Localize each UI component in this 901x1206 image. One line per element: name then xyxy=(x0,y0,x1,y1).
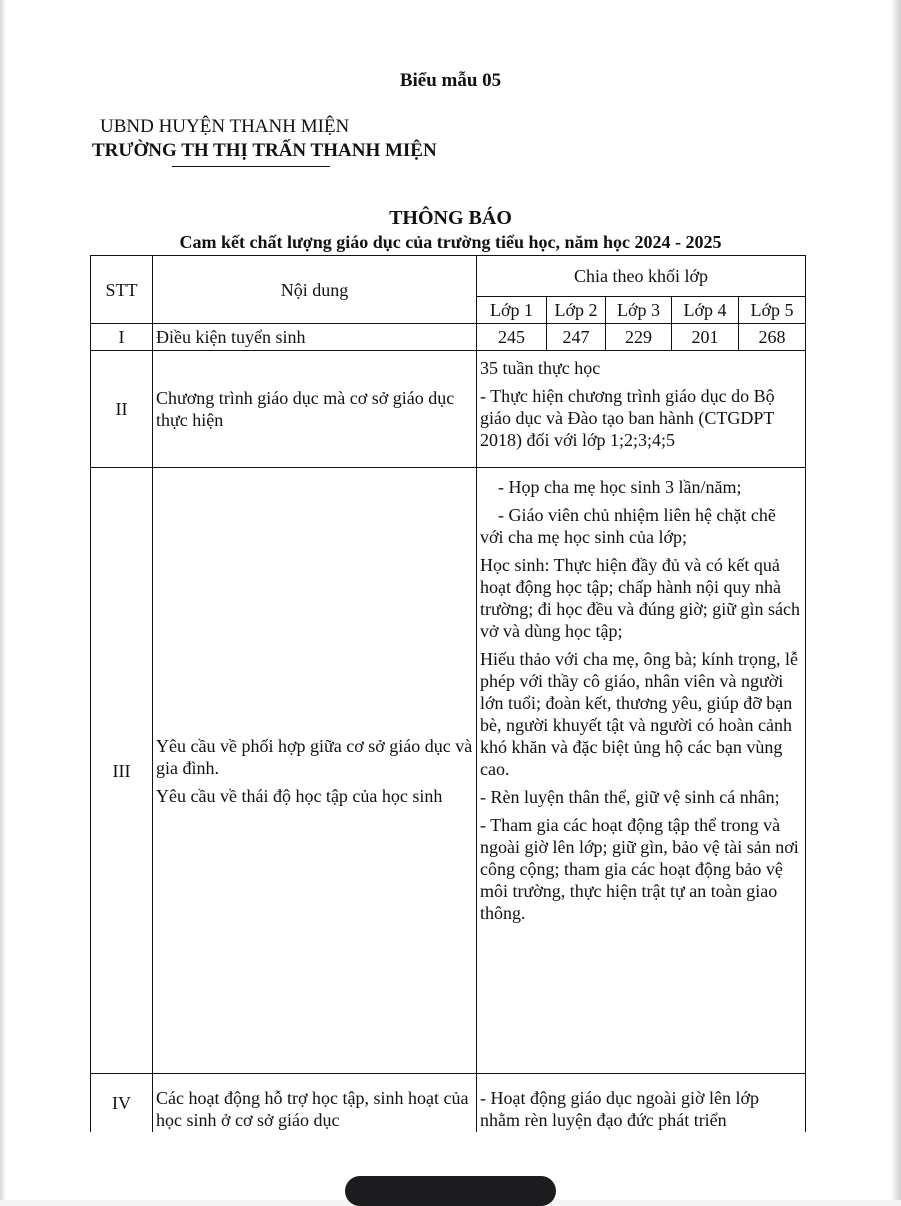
grade-value: 268 xyxy=(739,324,806,351)
content-line: Yêu cầu về phối hợp giữa cơ sở giáo dục và gia đình. xyxy=(156,735,473,778)
grade-value: 247 xyxy=(547,324,606,351)
detail-line: Hiếu thảo với cha mẹ, ông bà; kính trọng, lễ phép với thầy cô giáo, nhân viên và người lớn tuổi; đoàn kết, thương yêu, giúp đỡ bạn bè, người khuyết tật và người có hoàn cảnh khó khăn và đặc biệt ủng hộ các bạn vùng cao. xyxy=(480,649,798,779)
grade-value: 245 xyxy=(477,324,547,351)
row-stt: I xyxy=(91,324,153,351)
row-stt: III xyxy=(91,468,153,1074)
detail-line: - Rèn luyện thân thể, giữ vệ sinh cá nhân; xyxy=(480,787,780,807)
home-indicator-bar[interactable] xyxy=(345,1176,556,1206)
grade-header: Lớp 5 xyxy=(739,297,806,324)
table-row xyxy=(91,324,806,351)
grade-header: Lớp 1 xyxy=(477,297,547,324)
table-row xyxy=(91,468,806,1074)
row-details xyxy=(477,468,806,1074)
column-header-stt: STT xyxy=(91,256,153,324)
grade-value: 201 xyxy=(672,324,739,351)
header-row xyxy=(91,256,806,297)
detail-line: - Hoạt động giáo dục ngoài giờ lên lớp nhằm rèn luyện đạo đức phát triển xyxy=(480,1088,759,1130)
content-line: Yêu cầu về thái độ học tập của học sinh xyxy=(156,785,443,806)
notice-subtitle: Cam kết chất lượng giáo dục của trường tiểu học, năm học 2024 - 2025 xyxy=(179,232,722,252)
org-authority: UBND HUYỆN THANH MIỆN xyxy=(100,116,350,137)
page-edge-shadow xyxy=(0,0,6,1200)
commitment-table xyxy=(90,255,806,1132)
detail-line: - Thực hiện chương trình giáo dục do Bộ giáo dục và Đào tạo ban hành (CTGDPT 2018) đối với lớp 1;2;3;4;5 xyxy=(480,386,775,450)
school-name: TRƯỜNG TH THỊ TRẤN THANH MIỆN xyxy=(92,140,437,161)
row-details xyxy=(477,1074,806,1133)
page-edge-shadow xyxy=(891,0,901,1200)
detail-line: 35 tuần thực học xyxy=(480,358,601,378)
row-content: Các hoạt động hỗ trợ học tập, sinh hoạt của học sinh ở cơ sở giáo dục xyxy=(153,1074,477,1133)
grade-header: Lớp 2 xyxy=(547,297,606,324)
column-header-grade-group: Chia theo khối lớp xyxy=(477,256,806,297)
table-row xyxy=(91,351,806,468)
grade-header: Lớp 3 xyxy=(606,297,672,324)
row-stt: IV xyxy=(91,1074,153,1133)
header-underline xyxy=(172,166,330,167)
row-content: Điều kiện tuyển sinh xyxy=(153,324,477,351)
notice-title: THÔNG BÁO xyxy=(389,207,512,229)
row-content: Chương trình giáo dục mà cơ sở giáo dục thực hiện xyxy=(153,351,477,468)
detail-line: - Giáo viên chủ nhiệm liên hệ chặt chẽ với cha mẹ học sinh của lớp; xyxy=(480,505,776,547)
row-content xyxy=(153,468,477,1074)
table-row xyxy=(91,1074,806,1133)
detail-line: - Họp cha mẹ học sinh 3 lần/năm; xyxy=(498,477,742,497)
column-header-content: Nội dung xyxy=(153,256,477,324)
form-number: Biểu mẫu 05 xyxy=(399,70,502,91)
detail-line: Học sinh: Thực hiện đầy đủ và có kết quả hoạt động học tập; chấp hành nội quy nhà trường; đi học đều và đúng giờ; giữ gìn sách vở và dùng học tập; xyxy=(480,555,801,641)
grade-header: Lớp 4 xyxy=(672,297,739,324)
row-stt: II xyxy=(91,351,153,468)
detail-line: - Tham gia các hoạt động tập thể trong và ngoài giờ lên lớp; giữ gìn, bảo vệ tài sản nơi công cộng; tham gia các hoạt động bảo vệ môi trường, thực hiện trật tự an toàn giao thông. xyxy=(480,815,799,923)
row-details xyxy=(477,351,806,468)
grade-value: 229 xyxy=(606,324,672,351)
